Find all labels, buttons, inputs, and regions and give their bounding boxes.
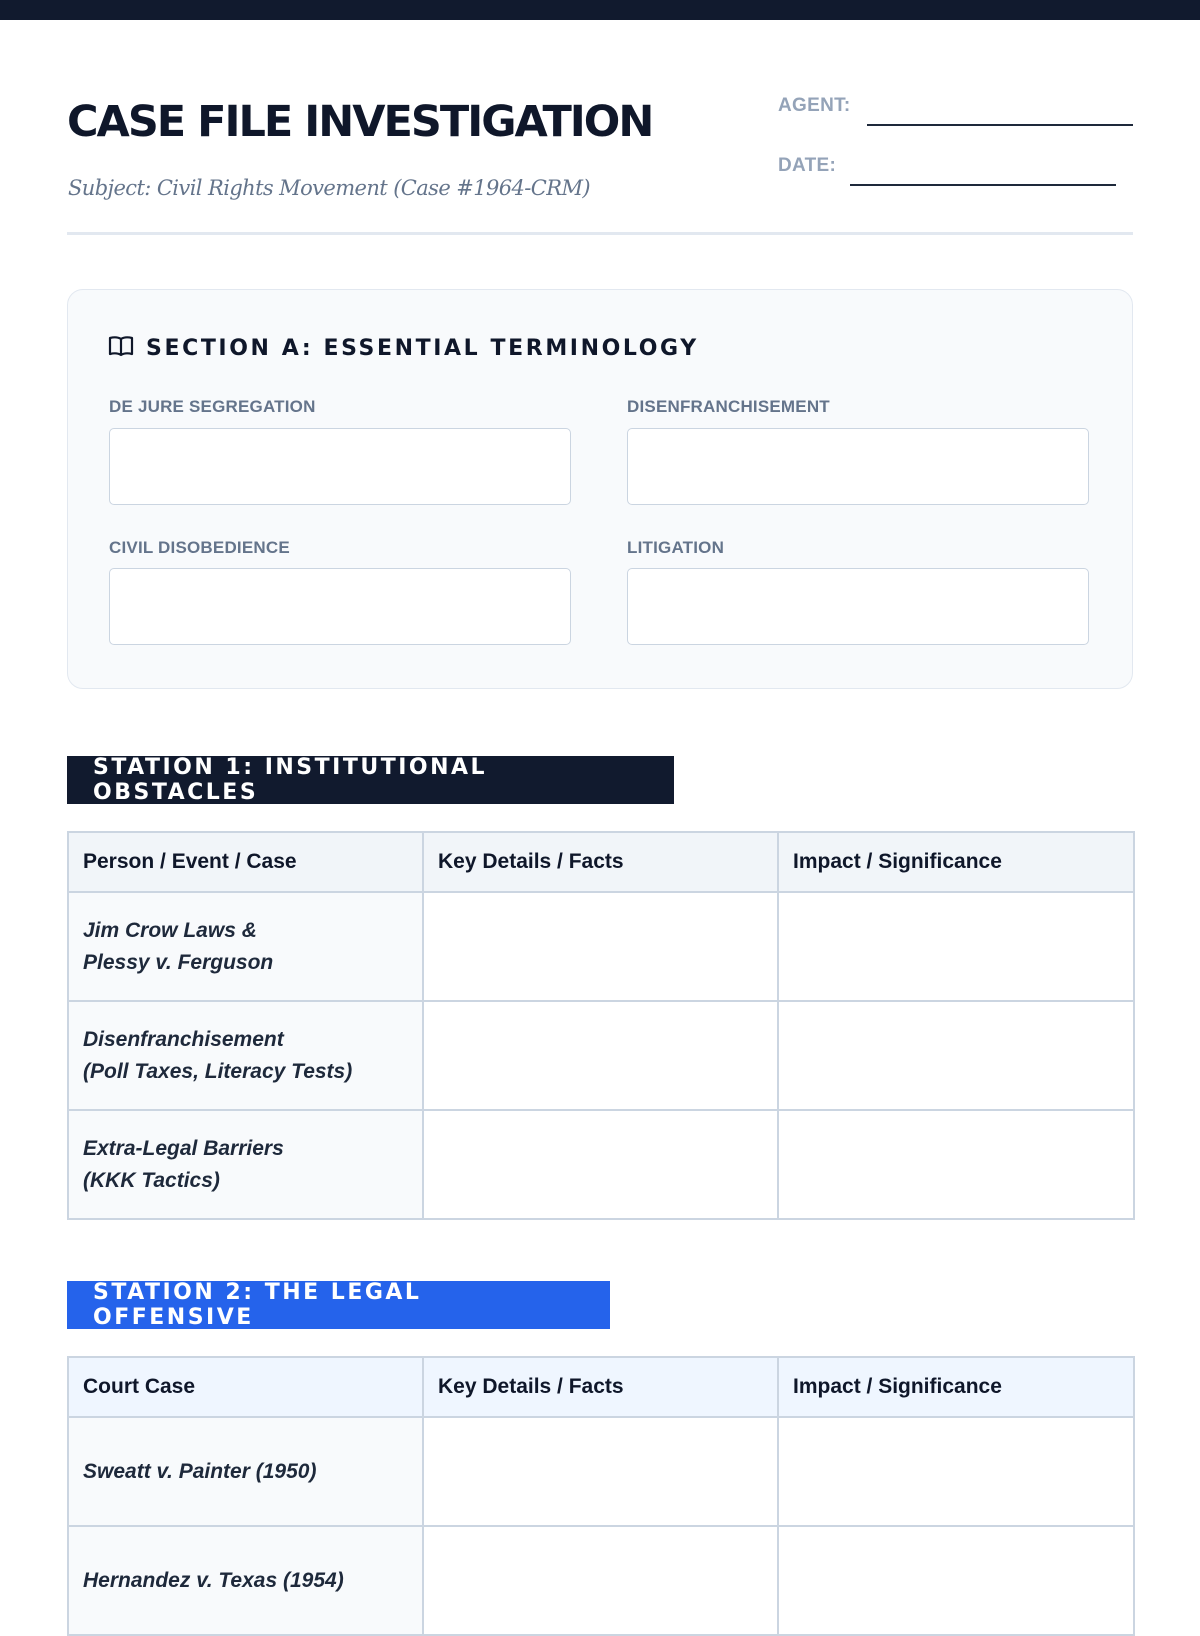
term-label-de-jure: DE JURE SEGREGATION	[109, 397, 316, 416]
term-input-litigation[interactable]	[627, 568, 1089, 645]
terminology-heading-text: SECTION A: ESSENTIAL TERMINOLOGY	[146, 335, 699, 361]
impact-cell[interactable]	[778, 892, 1134, 1001]
term-label-disenfranchisement: DISENFRANCHISEMENT	[627, 397, 830, 416]
station-2-banner: STATION 2: THE LEGAL OFFENSIVE	[67, 1281, 610, 1329]
table-row	[68, 1110, 1134, 1219]
key-details-cell[interactable]	[423, 1001, 778, 1110]
date-field[interactable]	[850, 184, 1116, 186]
row-subject-line: Sweatt v. Painter (1950)	[83, 1459, 317, 1483]
date-label: DATE:	[778, 155, 837, 176]
table-header-row	[68, 1357, 1134, 1417]
terminology-heading	[108, 334, 699, 362]
page-title: CASE FILE INVESTIGATION	[67, 97, 653, 147]
impact-cell[interactable]	[778, 1001, 1134, 1110]
key-details-cell[interactable]	[423, 892, 778, 1001]
column-header: Key Details / Facts	[423, 832, 778, 892]
row-subject-line: Disenfranchisement	[83, 1027, 284, 1051]
impact-cell[interactable]	[778, 1526, 1134, 1635]
station-1-table	[67, 831, 1135, 1220]
key-details-cell[interactable]	[423, 1526, 778, 1635]
term-label-civil-disobedience: CIVIL DISOBEDIENCE	[109, 538, 290, 557]
table-row	[68, 892, 1134, 1001]
header-divider	[67, 232, 1133, 235]
column-header: Impact / Significance	[778, 832, 1134, 892]
table-header-row	[68, 832, 1134, 892]
row-subject-line: Hernandez v. Texas (1954)	[83, 1568, 344, 1592]
impact-cell[interactable]	[778, 1110, 1134, 1219]
top-bar	[0, 0, 1200, 20]
table-row	[68, 1001, 1134, 1110]
agent-field[interactable]	[867, 124, 1133, 126]
key-details-cell[interactable]	[423, 1110, 778, 1219]
row-subject-line: Extra-Legal Barriers	[83, 1136, 284, 1160]
row-subject-line: (Poll Taxes, Literacy Tests)	[83, 1059, 353, 1083]
row-subject	[68, 1526, 423, 1635]
term-input-de-jure[interactable]	[109, 428, 571, 505]
column-header: Key Details / Facts	[423, 1357, 778, 1417]
term-input-disenfranchisement[interactable]	[627, 428, 1089, 505]
station-2-table	[67, 1356, 1135, 1636]
row-subject	[68, 1110, 423, 1219]
row-subject-line: Jim Crow Laws &	[83, 918, 257, 942]
row-subject-line: Plessy v. Ferguson	[83, 950, 274, 974]
row-subject-line: (KKK Tactics)	[83, 1168, 220, 1192]
page-subtitle: Subject: Civil Rights Movement (Case #1964-CRM)	[68, 176, 590, 200]
row-subject	[68, 1001, 423, 1110]
row-subject	[68, 1417, 423, 1526]
column-header: Court Case	[68, 1357, 423, 1417]
station-1-banner: STATION 1: INSTITUTIONAL OBSTACLES	[67, 756, 674, 804]
table-row	[68, 1417, 1134, 1526]
column-header: Impact / Significance	[778, 1357, 1134, 1417]
impact-cell[interactable]	[778, 1417, 1134, 1526]
key-details-cell[interactable]	[423, 1417, 778, 1526]
column-header: Person / Event / Case	[68, 832, 423, 892]
table-row	[68, 1526, 1134, 1635]
row-subject	[68, 892, 423, 1001]
term-label-litigation: LITIGATION	[627, 538, 725, 557]
book-icon	[108, 334, 134, 363]
term-input-civil-disobedience[interactable]	[109, 568, 571, 645]
agent-label: AGENT:	[778, 95, 851, 116]
